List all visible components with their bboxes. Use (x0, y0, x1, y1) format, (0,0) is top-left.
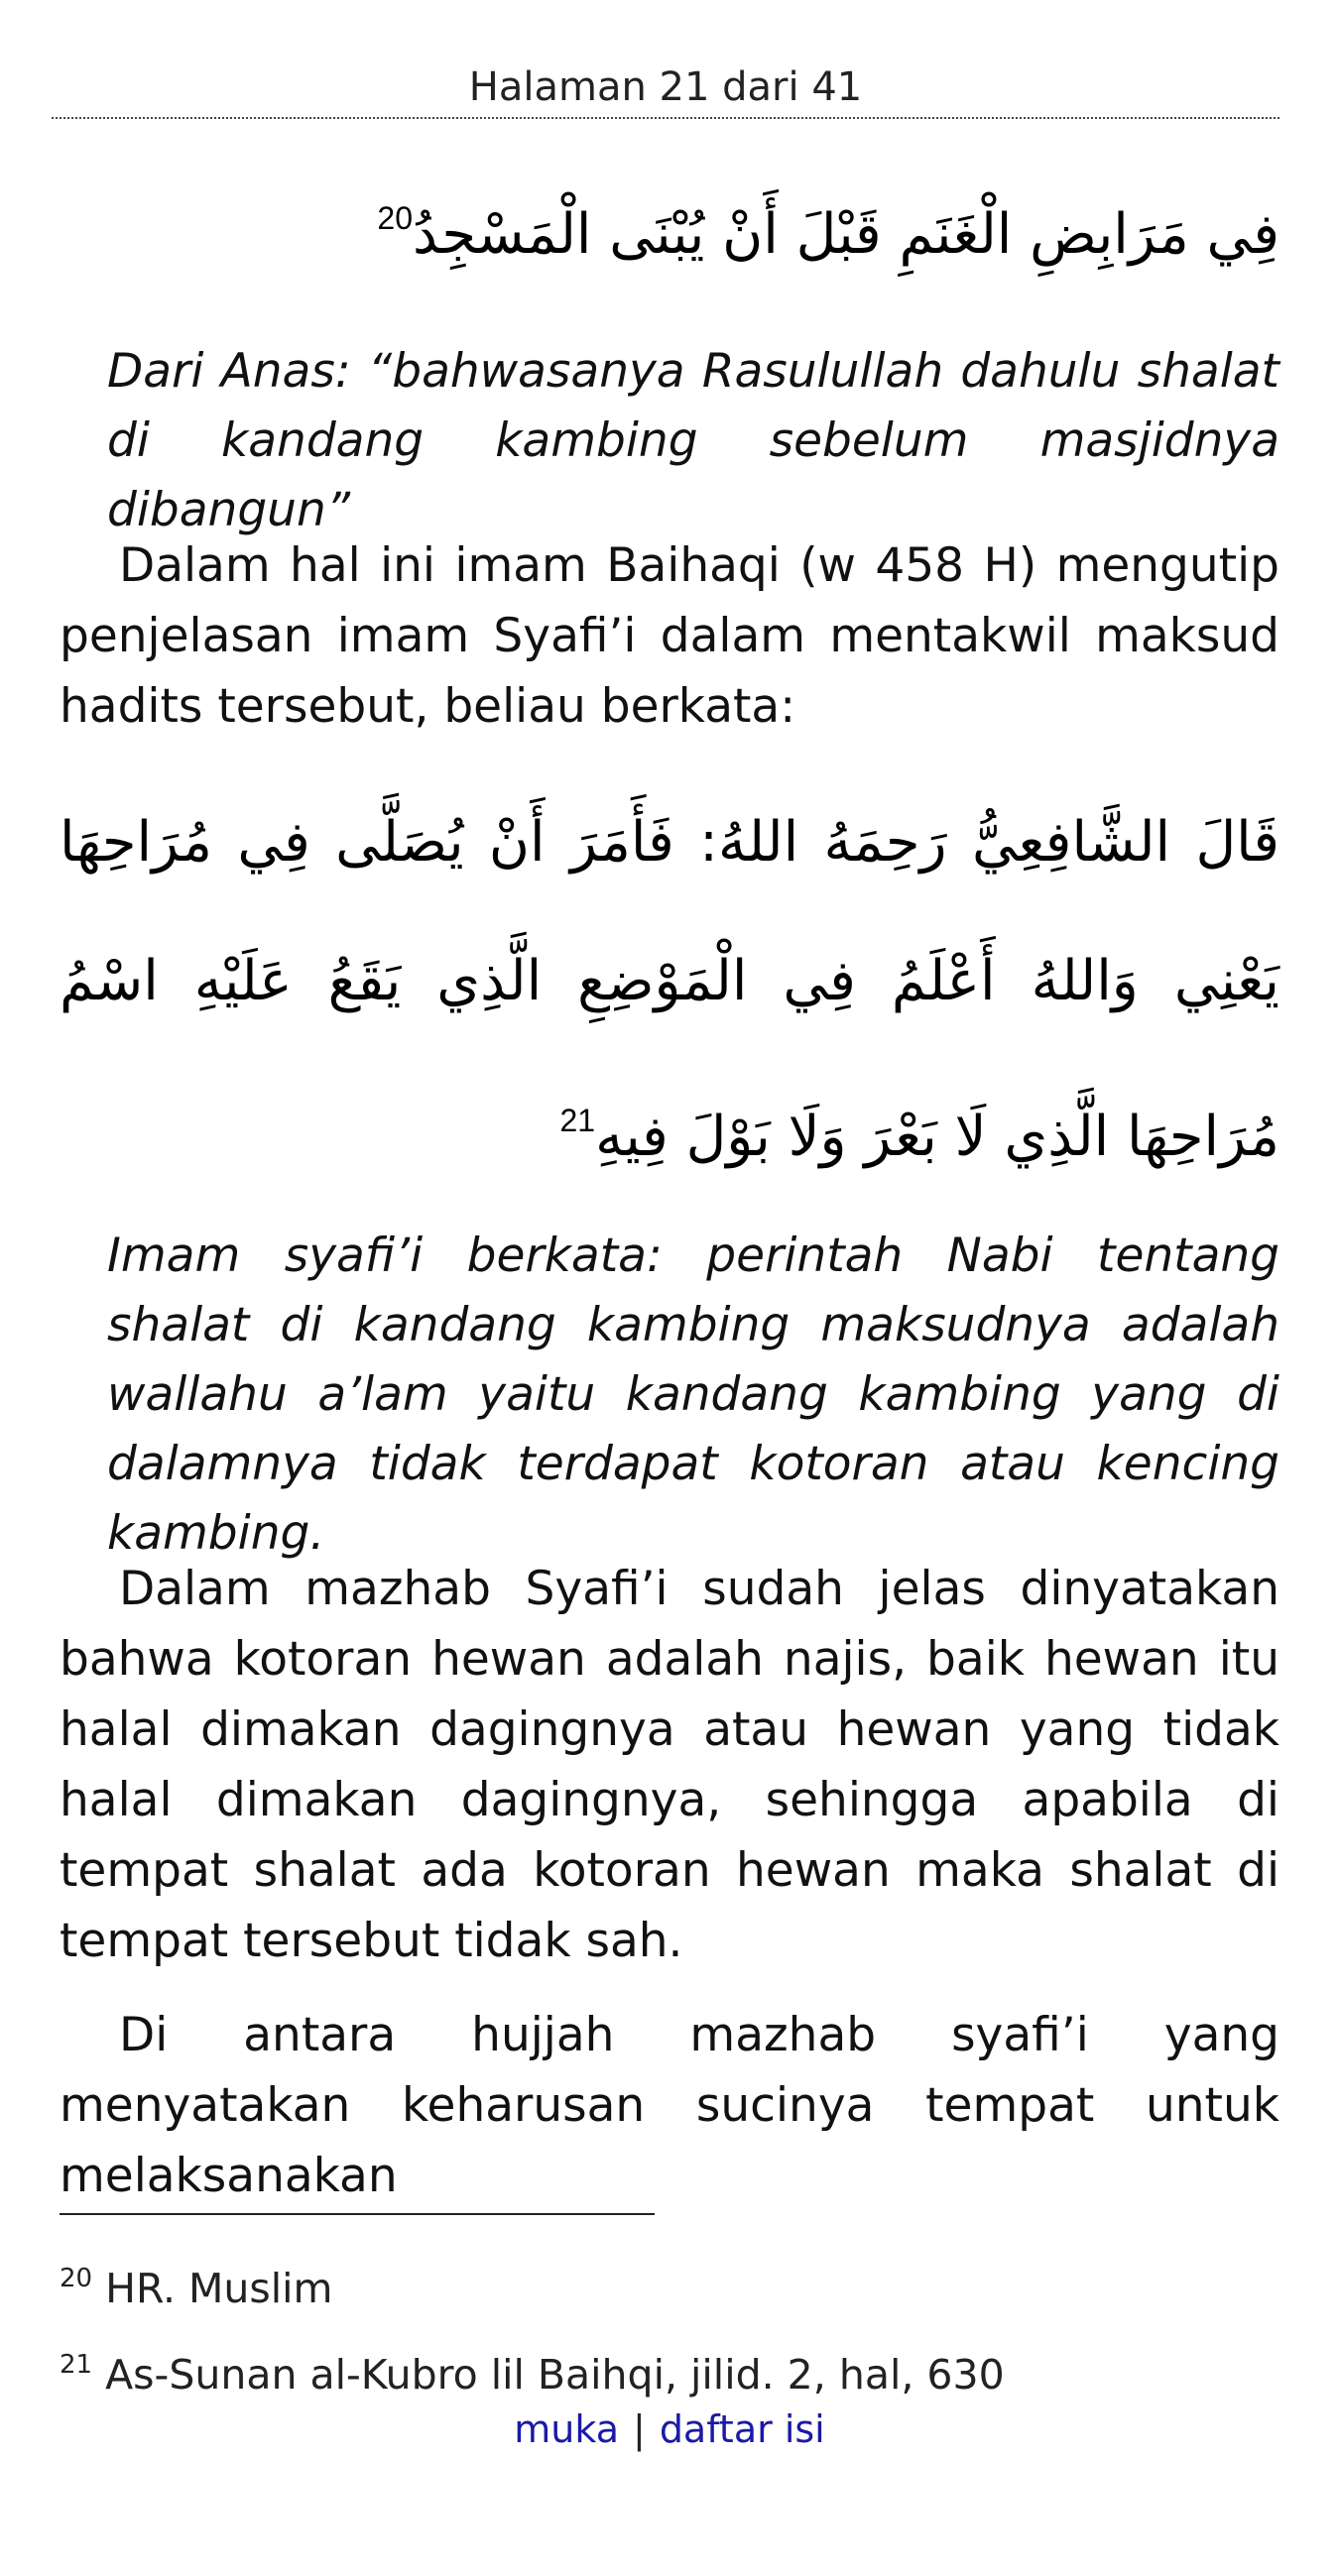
nav-separator: | (633, 2407, 646, 2451)
arabic-syafii-text: قَالَ الشَّافِعِيُّ رَحِمَهُ اللهُ: فَأَمَرَ أَنْ يُصَلَّى فِي مُرَاحِهَا يَعْنِي وَاللهُ أَعْلَمُ فِي الْمَوْضِعِ الَّذِي يَقَعُ عَلَيْهِ اسْمُ مُرَاحِهَا الَّذِي لَا بَعْرَ وَلَا بَوْلَ فِيهِ (60, 810, 1279, 1169)
translation-quote-anas: Dari Anas: “bahwasanya Rasulullah dahulu shalat di kandang kambing sebelum masjidnya dibangun” (107, 344, 1279, 537)
header-dotted-rule (52, 117, 1279, 119)
footnote-text: As-Sunan al-Kubro lil Baihqi, jilid. 2, hal, 630 (92, 2351, 1005, 2399)
footnote-ref-21[interactable]: 21 (559, 1103, 596, 1138)
footnote-number: 21 (60, 2350, 93, 2380)
translation-quote-syafii: Imam syafi’i berkata: perintah Nabi tentang shalat di kandang kambing maksudnya adalah wallahu a’lam yaitu kandang kambing yang di dalamnya tidak terdapat kotoran atau kencing kambing. (107, 1229, 1279, 1561)
page-number-header: Halaman 21 dari 41 (468, 64, 863, 110)
paragraph-mazhab-syafii: Dalam mazhab Syafi’i sudah jelas dinyatakan bahwa kotoran hewan adalah najis, baik hewan itu halal dimakan dagingnya atau hewan yang tidak halal dimakan dagingnya, sehingga apabila di tempat shalat ada kotoran hewan maka shalat di tempat tersebut tidak sah. (60, 1562, 1279, 1968)
paragraph-hujjah: Di antara hujjah mazhab syafi’i yang menyatakan keharusan sucinya tempat untuk melaksanakan (60, 2008, 1279, 2203)
paragraph-baihaqi-intro: Dalam hal ini imam Baihaqi (w 458 H) mengutip penjelasan imam Syafi’i dalam mentakwil maksud hadits tersebut, beliau berkata: (60, 538, 1279, 734)
footnote-ref-20[interactable]: 20 (377, 200, 413, 236)
cover-link[interactable]: muka (514, 2407, 619, 2451)
arabic-hadith-text: فِي مَرَابِضِ الْغَنَمِ قَبْلَ أَنْ يُبْنَى الْمَسْجِدُ (412, 202, 1279, 267)
footnote-21 (60, 2345, 1279, 2404)
table-of-contents-link[interactable]: daftar isi (659, 2407, 825, 2451)
page-navigation (0, 2401, 1339, 2457)
arabic-hadith-excerpt (357, 174, 1279, 280)
footnote-text: HR. Muslim (92, 2265, 333, 2312)
footnote-20 (60, 2259, 1279, 2318)
arabic-syafii-quote (60, 773, 1279, 1207)
footnote-number: 20 (60, 2264, 93, 2293)
footnote-separator (60, 2213, 655, 2215)
